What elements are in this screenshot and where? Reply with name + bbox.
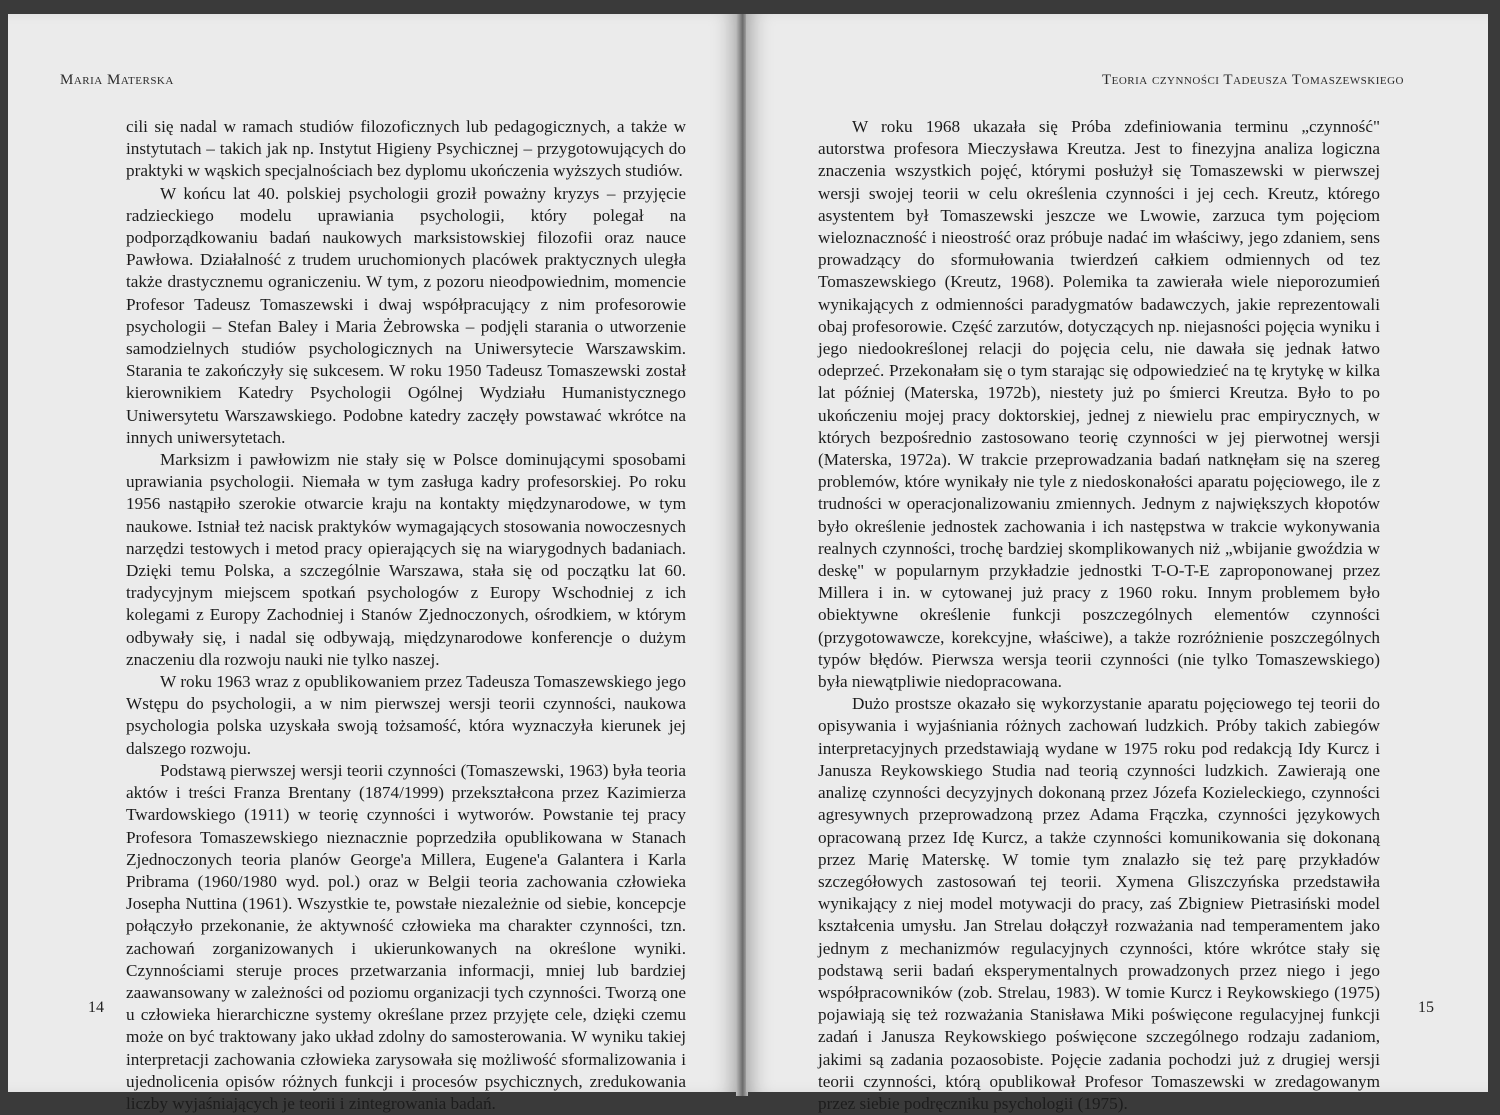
paragraph: Podstawą pierwszej wersji teorii czynności (Tomaszewski, 1963) była teoria aktów i treści Franza Brentany (1874/1999) przekształcona przez Kazimierza Twardowskiego (1911) w teorię czynności i wytworów. Powstanie tej pracy Profesora Tomaszewskiego nieznacznie poprzedziła opublikowana w Stanach Zjednoczonych teoria planów George'a Millera, Eugene'a Galantera i Karla Pribrama (1960/1980 wyd. pol.) oraz w Belgii teoria zachowania człowieka Josepha Nuttina (1961). Wszystkie te, powstałe niezależnie od siebie, koncepcje połączyło przekonanie, że aktywność człowieka ma charakter czynności, tzn. zachowań zorganizowanych i ukierunkowanych na określone wyniki. Czynnościami steruje proces przetwarzania informacji, mniej lub bardziej zaawansowany w zależności od poziomu organizacji tych czynności. Tworzą one u człowieka hierarchiczne systemy określane przez przyjęte cele, dzięki czemu może on być traktowany jako układ zdolny do samosterowania. W wyniku takiej interpretacji zachowania człowieka zarysowała się możliwość sformalizowania i ujednolicenia opisów różnych funkcji i procesów psychicznych, zredukowania liczby wyjaśniających je teorii i zintegrowania badań. [126,760,686,1113]
right-page [746,14,1488,1113]
paragraph: W roku 1968 ukazała się Próba zdefiniowania terminu „czynność" autorstwa profesora Mieczysława Kreutza. Jest to finezyjna analiza logiczna znaczenia wszystkich pojęć, którymi posłużył się Tomaszewski w pierwszej wersji swojej teorii w celu określenia czynności i jej cech. Kreutz, którego asystentem był Tomaszewski jeszcze we Lwowie, zarzuca tym pojęciom wieloznaczność i nieostrość oraz próbuje nadać im właściwy, jego zdaniem, sens prowadzący do sformułowania twierdzeń całkiem odmiennych od tez Tomaszewskiego (Kreutz, 1968). Polemika ta zawierała wiele nieporozumień wynikających z odmienności paradygmatów badawczych, jakie reprezentowali obaj profesorowie. Część zarzutów, dotyczących np. niejasności pojęcia wyniku i jego niedookreślonej relacji do pojęcia celu, nie dawała się jednak łatwo odeprzeć. Przekonałam się o tym starając się odpowiedzieć na tę krytykę w kilka lat później (Materska, 1972b), niestety już po śmierci Kreutza. Było to po ukończeniu mojej pracy doktorskiej, jednej z niewielu prac empirycznych, w których bezpośrednio zastosowano teorię czynności w jej pierwotnej wersji (Materska, 1972a). W trakcie przeprowadzania badań natknęłam się na szereg problemów, które wynikały nie tyle z niedoskonałości aparatu pojęciowego, ile z trudności w operacjonalizowaniu zmiennych. Jednym z największych kłopotów było określenie jednostek zachowania i ich następstwa w trakcie wykonywania realnych czynności, trochę bardziej skomplikowanych niż „wbijanie gwoździa w deskę" w popularnym przykładzie jednostki T-O-T-E zaproponowanej przez Millera i in. w cytowanej już pracy z 1960 roku. Innym problemem było obiektywne określenie funkcji poszczególnych elementów czynności (przygotowawcze, korekcyjne, właściwe), a także rozróżnienie poszczególnych typów błędów. Pierwsza wersja teorii czynności (nie tylko Tomaszewskiego) była niewątpliwie niedopracowana. [818,117,1380,692]
paragraph: Dużo prostsze okazało się wykorzystanie aparatu pojęciowego tej teorii do opisywania i wyjaśniania różnych zachowań ludzkich. Próby takich zabiegów interpretacyjnych przedstawiają wydane w 1975 roku pod redakcją Idy Kurcz i Janusza Reykowskiego Studia nad teorią czynności ludzkich. Zawierają one analizę czynności decyzyjnych dokonaną przez Józefa Kozieleckiego, czynności agresywnych przeprowadzoną przez Adama Frączka, czynności językowych opracowaną przez Idę Kurcz, a także czynności komunikowania się dokonaną przez Marię Materskę. W tomie tym znalazło się też parę przykładów szczegółowych zastosowań tej teorii. Xymena Gliszczyńska przedstawiła wynikający z niej model motywacji do pracy, zaś Zbigniew Pietrasiński model kształcenia umysłu. Jan Strelau dołączył rozważania nad temperamentem jako jednym z mechanizmów regulacyjnych czynności, które wkrótce stały się podstawą serii badań eksperymentalnych prowadzonych przez niego i jego współpracowników (zob. Strelau, 1983). W tomie Kurcz i Reykowskiego (1975) pojawiają się też rozważania Stanisława Miki poświęcone regulacyjnej funkcji zadań i Janusza Reykowskiego poświęcone szczególnego rodzaju zadaniom, jakimi są zadania pozaosobiste. Pojęcie zadania pochodzi już z drugiej wersji teorii czynności, którą opublikował Profesor Tomaszewski w zredagowanym przez siebie podręczniku psychologii (1975). [818,694,1380,1113]
paragraph: cili się nadal w ramach studiów filozoficznych lub pedagogicznych, a także w instytutach – takich jak np. Instytut Higieny Psychicznej – przygotowujących do praktyki w wąskich specjalnościach bez dyplomu ukończenia wyższych studiów. [126,117,686,181]
page-number-left: 14 [88,999,104,1016]
running-head-left: Maria Materska [60,72,174,88]
paragraph: W roku 1963 wraz z opublikowaniem przez Tadeusza Tomaszewskiego jego Wstępu do psychologii, a w nim pierwszej wersji teorii czynności, naukowa psychologia polska uzyskała swoją tożsamość, która wyznaczyła kierunek jej dalszego rozwoju. [126,672,686,758]
page-number-right: 15 [1418,999,1434,1016]
right-page-body [818,116,1380,1115]
paragraph: W końcu lat 40. polskiej psychologii groził poważny kryzys – przyjęcie radzieckiego modelu uprawiania psychologii, który polegał na podporządkowaniu badań naukowych marksistowskiej filozofii oraz nauce Pawłowa. Działalność z trudem uruchomionych placówek praktycznych uległa także drastycznemu ograniczeniu. W tym, z pozoru nieodpowiednim, momencie Profesor Tadeusz Tomaszewski i dwaj współpracujący z nim profesorowie psychologii – Stefan Baley i Maria Żebrowska – podjęli starania o utworzenie samodzielnych studiów psychologicznych na Uniwersytecie Warszawskim. Starania te zakończyły się sukcesem. W roku 1950 Tadeusz Tomaszewski został kierownikiem Katedry Psychologii Ogólnej Wydziału Humanistycznego Uniwersytetu Warszawskiego. Podobne katedry zaczęły powstawać wkrótce na innych uniwersytetach. [126,183,686,447]
running-head-right: Teoria czynności Tadeusza Tomaszewskiego [1101,72,1404,88]
left-page-body [126,116,686,1115]
book-spread [8,14,1492,1113]
paragraph: Marksizm i pawłowizm nie stały się w Polsce dominującymi sposobami uprawiania psychologii. Niemała w tym zasługa kadry profesorskiej. Po roku 1956 nastąpiło szerokie otwarcie kraju na kontakty międzynarodowe, w tym naukowe. Istniał też nacisk praktyków wymagających stosowania nowoczesnych narzędzi testowych i metod pracy opierających się na wiarygodnych badaniach. Dzięki temu Polska, a szczególnie Warszawa, stała się od początku lat 60. tradycyjnym miejscem spotkań psychologów z Europy Wschodniej z ich kolegami z Europy Zachodniej i Stanów Zjednoczonych, ośrodkiem, w którym odbywały się, i nadal się odbywają, międzynarodowe konferencje o dużym znaczeniu dla rozwoju nauki nie tylko naszej. [126,450,686,669]
left-page [8,14,738,1113]
